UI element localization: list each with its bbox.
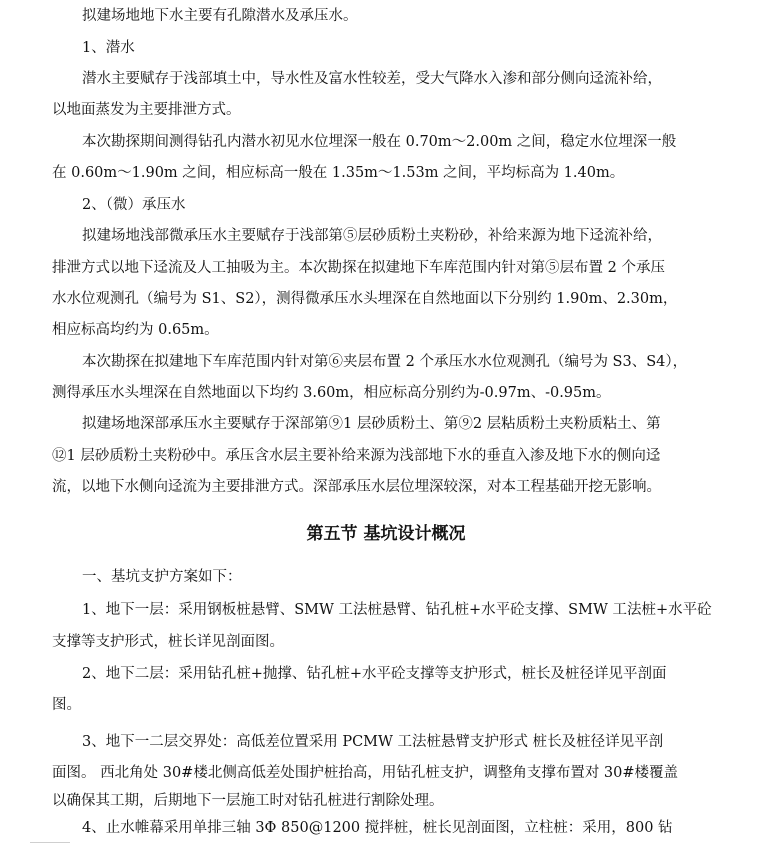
paragraph-line: 拟建场地地下水主要有孔隙潜水及承压水。 bbox=[82, 8, 358, 24]
subheading-support-plan: 一、基坑支护方案如下： bbox=[82, 569, 242, 585]
paragraph-line: 面图。 西北角处 30#楼北侧高低差处围护桩抬高，用钻孔桩支护，调整角支撑布置对 30#楼覆盖 bbox=[52, 765, 679, 781]
paragraph-line: 1、地下一层：采用钢板桩悬臂、SMW 工法桩悬臂、钻孔桩+水平砼支撑、SMW 工法桩+水平砼 bbox=[82, 602, 712, 618]
paragraph-line: 2、地下二层：采用钻孔桩+抛撑、钻孔桩+水平砼支撑等支护形式，桩长及桩径详见平剖面 bbox=[82, 666, 667, 682]
paragraph-line: 3、地下一二层交界处：高低差位置采用 PCMW 工法桩悬臂支护形式 桩长及桩径详见平剖 bbox=[82, 734, 664, 750]
paragraph-line: 本次勘探期间测得钻孔内潜水初见水位埋深一般在 0.70m～2.00m 之间，稳定水位埋深一般 bbox=[82, 134, 677, 150]
paragraph-line: 相应标高均约为 0.65m。 bbox=[52, 322, 219, 338]
paragraph-line: 以地面蒸发为主要排泄方式。 bbox=[52, 102, 241, 118]
paragraph-line: 图。 bbox=[52, 697, 81, 713]
paragraph-line: 4、止水帷幕采用单排三轴 3Φ 850@1200 搅拌桩，桩长见剖面图，立柱桩：采用，800 钻 bbox=[82, 820, 673, 836]
paragraph-line: 本次勘探在拟建地下车库范围内针对第⑥夹层布置 2 个承压水水位观测孔（编号为 S3、S4）， bbox=[82, 354, 688, 370]
paragraph-line: 潜水主要赋存于浅部填土中，导水性及富水性较差，受大气降水入渗和部分侧向迳流补给， bbox=[82, 71, 662, 87]
section-heading: 第五节 基坑设计概况 bbox=[306, 524, 466, 544]
paragraph-line: 测得承压水头埋深在自然地面以下均约 3.60m，相应标高分别约为-0.97m、-0.95m。 bbox=[52, 385, 611, 401]
paragraph-line: 排泄方式以地下迳流及人工抽吸为主。本次勘探在拟建地下车库范围内针对第⑤层布置 2 个承压 bbox=[52, 260, 665, 276]
paragraph-line: 以确保其工期，后期地下一层施工时对钻孔桩进行割除处理。 bbox=[52, 793, 444, 809]
paragraph-line: 水水位观测孔（编号为 S1、S2），测得微承压水头埋深在自然地面以下分别约 1.90m、2.30m， bbox=[52, 291, 678, 307]
subheading-confined-water: 2、（微）承压水 bbox=[82, 197, 186, 213]
subheading-phreatic-water: 1、潜水 bbox=[82, 40, 135, 56]
paragraph-line: 拟建场地浅部微承压水主要赋存于浅部第⑤层砂质粉土夹粉砂，补给来源为地下迳流补给， bbox=[82, 228, 662, 244]
paragraph-line: 拟建场地深部承压水主要赋存于深部第⑨1 层砂质粉土、第⑨2 层粘质粉土夹粉质粘土、第 bbox=[82, 416, 661, 432]
paragraph-line: ⑫1 层砂质粉土夹粉砂中。承压含水层主要补给来源为浅部地下水的垂直入渗及地下水的侧向迳 bbox=[52, 448, 661, 464]
footer-divider bbox=[30, 842, 70, 843]
paragraph-line: 在 0.60m～1.90m 之间，相应标高一般在 1.35m～1.53m 之间，平均标高为 1.40m。 bbox=[52, 165, 625, 181]
paragraph-line: 流，以地下水侧向迳流为主要排泄方式。深部承压水层位埋深较深，对本工程基础开挖无影响。 bbox=[52, 479, 661, 495]
paragraph-line: 支撑等支护形式，桩长详见剖面图。 bbox=[52, 634, 284, 650]
